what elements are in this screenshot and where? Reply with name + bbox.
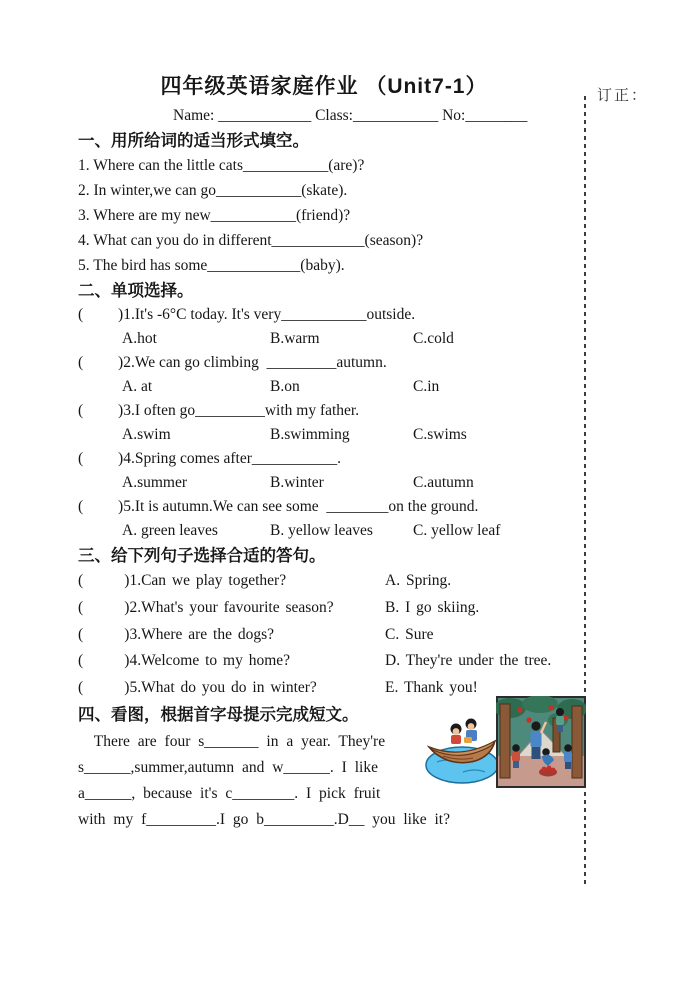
s2-q1-stem: ( )1.It's -6°C today. It's very___________outside.: [78, 306, 416, 323]
s2-q5-stem: ( )5.It is autumn.We can see some ________on the ground.: [78, 498, 479, 515]
s2-q1-options: [78, 327, 570, 351]
section2-heading: 二、单项选择。: [78, 282, 194, 300]
s1-item-2: 2. In winter,we can go___________(skate).: [78, 182, 348, 199]
section1-heading: 一、用所给词的适当形式填空。: [78, 132, 309, 150]
s3-pair-5-answer: E. Thank you!: [385, 679, 478, 697]
s2-q4-options: [78, 471, 570, 495]
s2-q2-option-c: C.in: [413, 378, 440, 395]
s2-q3-option-b: B.swimming: [270, 426, 350, 443]
s4-line-2: s______,summer,autumn and w______. I like: [78, 758, 378, 776]
s1-item-4: 4. What can you do in different____________(season)?: [78, 232, 424, 249]
s1-item-3: 3. Where are my new___________(friend)?: [78, 207, 351, 224]
s3-pair-3-question: ( )3.Where are the dogs?: [78, 625, 275, 643]
student-info-line: Name: ____________ Class:___________ No:________: [173, 107, 528, 124]
s4-line-1: There are four s_______ in a year. They're: [78, 732, 386, 750]
s2-q4-option-c: C.autumn: [413, 474, 474, 491]
s2-q3-option-a: A.swim: [122, 426, 171, 443]
s2-q4-stem: ( )4.Spring comes after___________.: [78, 450, 342, 467]
s2-q3-option-c: C.swims: [413, 426, 467, 443]
s2-q5-option-c: C. yellow leaf: [413, 522, 501, 539]
s2-q3-stem: ( )3.I often go_________with my father.: [78, 402, 360, 419]
s3-pair-3: [78, 622, 570, 649]
s2-q3-options: [78, 423, 570, 447]
s2-q5-option-a: A. green leaves: [122, 522, 218, 539]
s2-q5-option-b: B. yellow leaves: [270, 522, 373, 539]
boat-illustration: [423, 704, 501, 791]
s3-pair-2: [78, 595, 570, 622]
s3-pair-1: [78, 568, 570, 595]
picking-fruit-image: [496, 696, 586, 788]
s3-pair-4: [78, 648, 570, 675]
s3-pair-1-question: ( )1.Can we play together?: [78, 572, 287, 589]
s2-q5-options: [78, 519, 570, 543]
s1-item-1: 1. Where can the little cats___________(are)?: [78, 157, 365, 174]
s2-q2-options: [78, 375, 570, 399]
boat-on-water-image: [423, 704, 501, 786]
section3-heading: 三、给下列句子选择合适的答句。: [78, 547, 326, 565]
s4-line-3: a______, because it's c________. I pick fruit: [78, 784, 381, 802]
page-title: 四年级英语家庭作业 （Unit7-1）: [160, 75, 488, 98]
s3-pair-2-answer: B. I go skiing.: [385, 598, 480, 616]
correction-note: 订正：: [597, 88, 649, 104]
s2-q1-option-c: C.cold: [413, 330, 454, 347]
orchard-illustration: [496, 696, 586, 793]
s3-pair-1-answer: A. Spring.: [385, 572, 452, 589]
s2-q2-option-b: B.on: [270, 378, 300, 395]
s2-q1-option-b: B.warm: [270, 330, 320, 347]
s1-item-5: 5. The bird has some____________(baby).: [78, 257, 345, 274]
s2-q4-option-a: A.summer: [122, 474, 188, 491]
s2-q2-option-a: A. at: [122, 378, 153, 395]
s2-q2-stem: ( )2.We can go climbing _________autumn.: [78, 354, 387, 371]
section4-heading: 四、看图，根据首字母提示完成短文。: [78, 705, 359, 724]
s3-pair-4-answer: D. They're under the tree.: [385, 652, 552, 670]
s3-pair-3-answer: C. Sure: [385, 625, 434, 643]
s3-pair-2-question: ( )2.What's your favourite season?: [78, 598, 334, 616]
s3-pair-4-question: ( )4.Welcome to my home?: [78, 652, 291, 670]
s2-q4-option-b: B.winter: [270, 474, 324, 491]
s2-q1-option-a: A.hot: [122, 330, 157, 347]
s4-line-4: with my f_________.I go b_________.D__ you like it?: [78, 810, 450, 828]
s3-pair-5-question: ( )5.What do you do in winter?: [78, 679, 317, 697]
